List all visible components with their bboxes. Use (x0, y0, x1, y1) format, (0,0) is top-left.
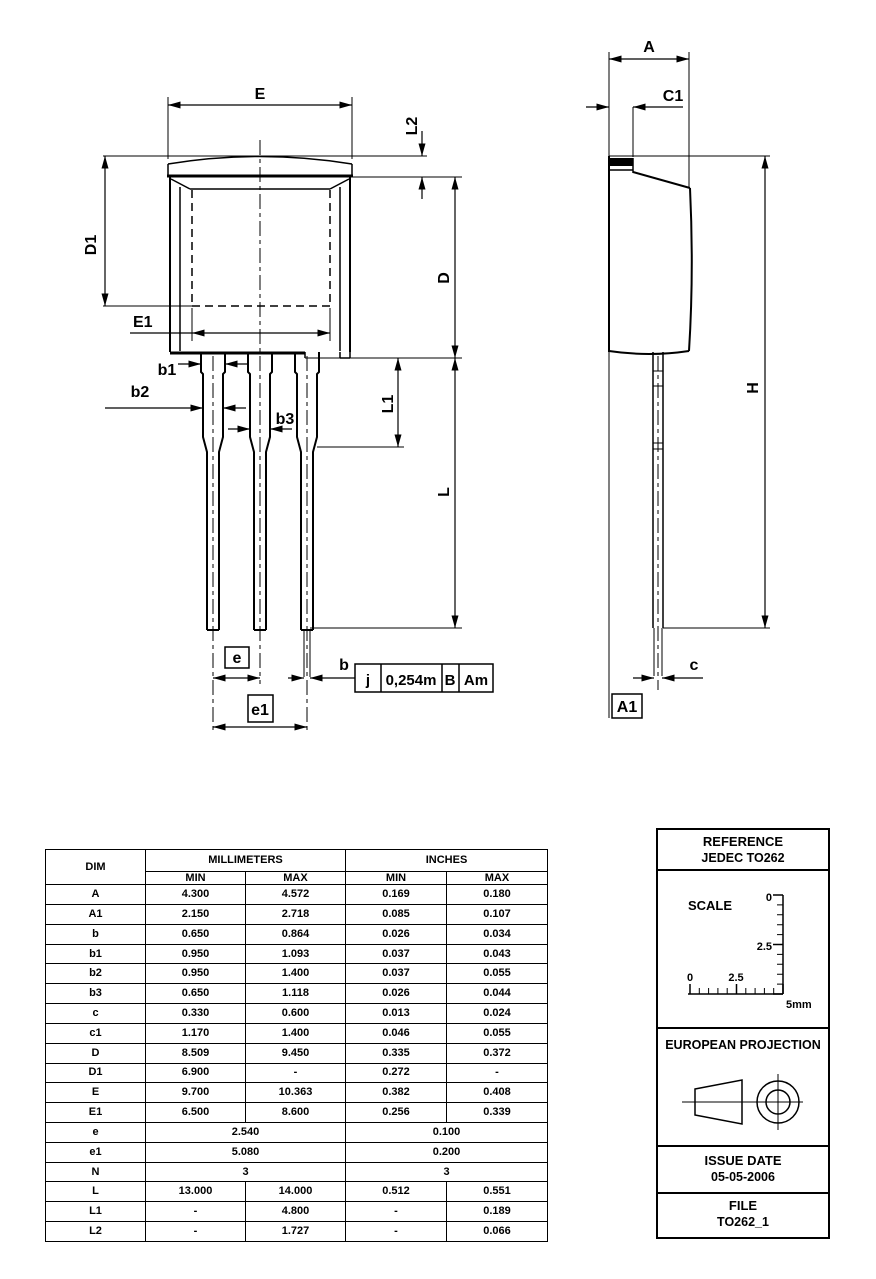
table-cell: L1 (46, 1202, 146, 1222)
table-cell: 0.950 (146, 964, 246, 984)
table-cell: b3 (46, 984, 146, 1004)
dim-label-c: c (689, 657, 699, 674)
projection-section (658, 1029, 828, 1147)
table-cell: 0.189 (447, 1202, 548, 1222)
reference-title: REFERENCE (702, 834, 784, 849)
table-row (46, 1103, 548, 1123)
table-cell: 0.013 (346, 1004, 447, 1024)
table-row (46, 1004, 548, 1024)
table-cell: - (346, 1222, 447, 1242)
reference-section (658, 830, 828, 871)
dim-label-b3: b3 (275, 411, 295, 428)
table-row (46, 1063, 548, 1083)
table-cell: 0.034 (447, 924, 548, 944)
table-cell: 14.000 (246, 1182, 346, 1202)
col-header-millimeters: MILLIMETERS (146, 850, 346, 872)
table-cell: 0.272 (346, 1063, 447, 1083)
table-cell: c1 (46, 1023, 146, 1043)
table-row (46, 1043, 548, 1063)
reference-value: JEDEC TO262 (701, 851, 785, 865)
table-cell: 0.339 (447, 1103, 548, 1123)
dim-label-e1: e1 (251, 702, 269, 719)
table-cell: 0.043 (447, 944, 548, 964)
table-cell: E1 (46, 1103, 146, 1123)
lead-3 (295, 352, 319, 733)
table-row (46, 1182, 548, 1202)
table-cell: 1.118 (246, 984, 346, 1004)
table-cell: 0.512 (346, 1182, 447, 1202)
table-cell: 0.026 (346, 924, 447, 944)
table-row (46, 964, 548, 984)
table-cell: 9.700 (146, 1083, 246, 1103)
table-cell: L (46, 1182, 146, 1202)
reference-panel (656, 828, 830, 1239)
table-cell: E (46, 1083, 146, 1103)
table-cell: 0.650 (146, 924, 246, 944)
table-cell: N (46, 1162, 146, 1182)
table-row (46, 1202, 548, 1222)
front-view (83, 86, 493, 733)
table-cell: 3 (146, 1162, 346, 1182)
dim-label-b: b (339, 657, 349, 674)
table-row (46, 1083, 548, 1103)
table-cell: e (46, 1122, 146, 1142)
scale-tick-h-left: 0 (686, 972, 694, 984)
scale-tick-h-mid: 2.5 (728, 972, 744, 984)
table-cell: c (46, 1004, 146, 1024)
dim-label-D: D (436, 272, 453, 284)
dim-label-D1: D1 (83, 234, 100, 256)
lead-1 (201, 352, 225, 733)
table-cell: 0.055 (447, 1023, 548, 1043)
table-cell: e1 (46, 1142, 146, 1162)
table-cell: 0.037 (346, 944, 447, 964)
issue-date-value: 05-05-2006 (711, 1170, 775, 1184)
tolerance-frame-value: 0,254m (385, 672, 437, 689)
table-cell: 8.509 (146, 1043, 246, 1063)
table-cell: b1 (46, 944, 146, 964)
table-cell: 2.718 (246, 905, 346, 925)
table-cell: 0.085 (346, 905, 447, 925)
table-cell: 9.450 (246, 1043, 346, 1063)
table-cell: 0.026 (346, 984, 447, 1004)
file-value: TO262_1 (717, 1215, 769, 1229)
table-cell: 2.150 (146, 905, 246, 925)
table-cell: 1.727 (246, 1222, 346, 1242)
table-cell: 0.864 (246, 924, 346, 944)
european-projection-symbol (658, 1029, 828, 1143)
dim-label-e: e (232, 650, 242, 667)
table-cell: 1.400 (246, 1023, 346, 1043)
side-view (586, 39, 770, 718)
table-cell: b (46, 924, 146, 944)
table-row (46, 1222, 548, 1242)
table-cell: 0.044 (447, 984, 548, 1004)
issue-date-section (658, 1147, 828, 1194)
dim-label-H: H (745, 382, 762, 394)
table-cell: 1.170 (146, 1023, 246, 1043)
table-cell: - (246, 1063, 346, 1083)
dim-label-A1: A1 (616, 699, 638, 716)
lead-side (653, 352, 663, 690)
table-row (46, 1142, 548, 1162)
col-header-dim: DIM (46, 850, 146, 885)
table-row (46, 984, 548, 1004)
table-cell: - (146, 1202, 246, 1222)
table-cell: - (447, 1063, 548, 1083)
table-row (46, 1122, 548, 1142)
col-header-mm-max: MAX (246, 872, 346, 885)
scale-section (658, 871, 828, 1029)
table-cell: 0.046 (346, 1023, 447, 1043)
table-cell: 0.330 (146, 1004, 246, 1024)
tolerance-frame-symbol: j (365, 672, 371, 689)
table-row (46, 944, 548, 964)
table-row (46, 905, 548, 925)
table-cell: A (46, 885, 146, 905)
table-cell: L2 (46, 1222, 146, 1242)
file-label: FILE (728, 1198, 758, 1213)
table-cell: - (346, 1202, 447, 1222)
table-cell: 13.000 (146, 1182, 246, 1202)
col-header-in-max: MAX (447, 872, 548, 885)
table-cell: 0.037 (346, 964, 447, 984)
table-cell: b2 (46, 964, 146, 984)
lead-2 (248, 352, 272, 684)
dim-label-A: A (643, 39, 655, 56)
table-cell: 4.800 (246, 1202, 346, 1222)
dim-label-E1: E1 (133, 314, 153, 331)
table-row (46, 885, 548, 905)
col-header-inches: INCHES (346, 850, 548, 872)
table-cell: 2.540 (146, 1122, 346, 1142)
col-header-in-min: MIN (346, 872, 447, 885)
table-cell: A1 (46, 905, 146, 925)
tolerance-frame-datum-b: B (444, 672, 456, 689)
dim-label-L: L (436, 487, 453, 497)
table-cell: 0.382 (346, 1083, 447, 1103)
scale-tick-v-top: 0 (765, 892, 772, 904)
scale-ruler (658, 871, 828, 1027)
dim-label-b1: b1 (157, 362, 177, 379)
table-cell: 4.572 (246, 885, 346, 905)
table-cell: 0.551 (447, 1182, 548, 1202)
table-cell: 0.950 (146, 944, 246, 964)
table-cell: 0.256 (346, 1103, 447, 1123)
table-cell: 0.650 (146, 984, 246, 1004)
dim-label-E: E (254, 86, 266, 103)
tolerance-frame (355, 664, 493, 692)
scale-tick-corner: 5mm (786, 999, 812, 1011)
tab-edge (609, 158, 633, 166)
dim-label-C1: C1 (662, 88, 684, 105)
table-cell: 1.400 (246, 964, 346, 984)
table-cell: 1.093 (246, 944, 346, 964)
dim-label-L1: L1 (380, 394, 397, 414)
table-cell: 8.600 (246, 1103, 346, 1123)
table-cell: D (46, 1043, 146, 1063)
table-cell: D1 (46, 1063, 146, 1083)
table-cell: 5.080 (146, 1142, 346, 1162)
table-cell: 0.372 (447, 1043, 548, 1063)
table-cell: 0.055 (447, 964, 548, 984)
table-row (46, 1162, 548, 1182)
table-cell: 0.180 (447, 885, 548, 905)
file-section (658, 1194, 828, 1237)
table-cell: 0.200 (346, 1142, 548, 1162)
table-cell: 10.363 (246, 1083, 346, 1103)
dim-label-b2: b2 (130, 384, 150, 401)
table-cell: 0.024 (447, 1004, 548, 1024)
table-cell: 0.408 (447, 1083, 548, 1103)
table-cell: 0.107 (447, 905, 548, 925)
table-cell: 0.169 (346, 885, 447, 905)
table-cell: 0.066 (447, 1222, 548, 1242)
issue-date-label: ISSUE DATE (704, 1153, 782, 1168)
col-header-mm-min: MIN (146, 872, 246, 885)
table-row (46, 1023, 548, 1043)
table-cell: 3 (346, 1162, 548, 1182)
tolerance-frame-datum-a: Am (463, 672, 489, 689)
table-cell: 6.500 (146, 1103, 246, 1123)
table-cell: 6.900 (146, 1063, 246, 1083)
table-cell: 0.335 (346, 1043, 447, 1063)
dimension-table (45, 849, 548, 1242)
table-cell: 4.300 (146, 885, 246, 905)
table-cell: - (146, 1222, 246, 1242)
projection-label: EUROPEAN PROJECTION (665, 1038, 821, 1052)
scale-label: SCALE (687, 898, 733, 913)
dim-label-L2: L2 (404, 116, 421, 136)
table-cell: 0.100 (346, 1122, 548, 1142)
table-cell: 0.600 (246, 1004, 346, 1024)
table-row (46, 924, 548, 944)
scale-tick-v-mid: 2.5 (756, 941, 772, 953)
